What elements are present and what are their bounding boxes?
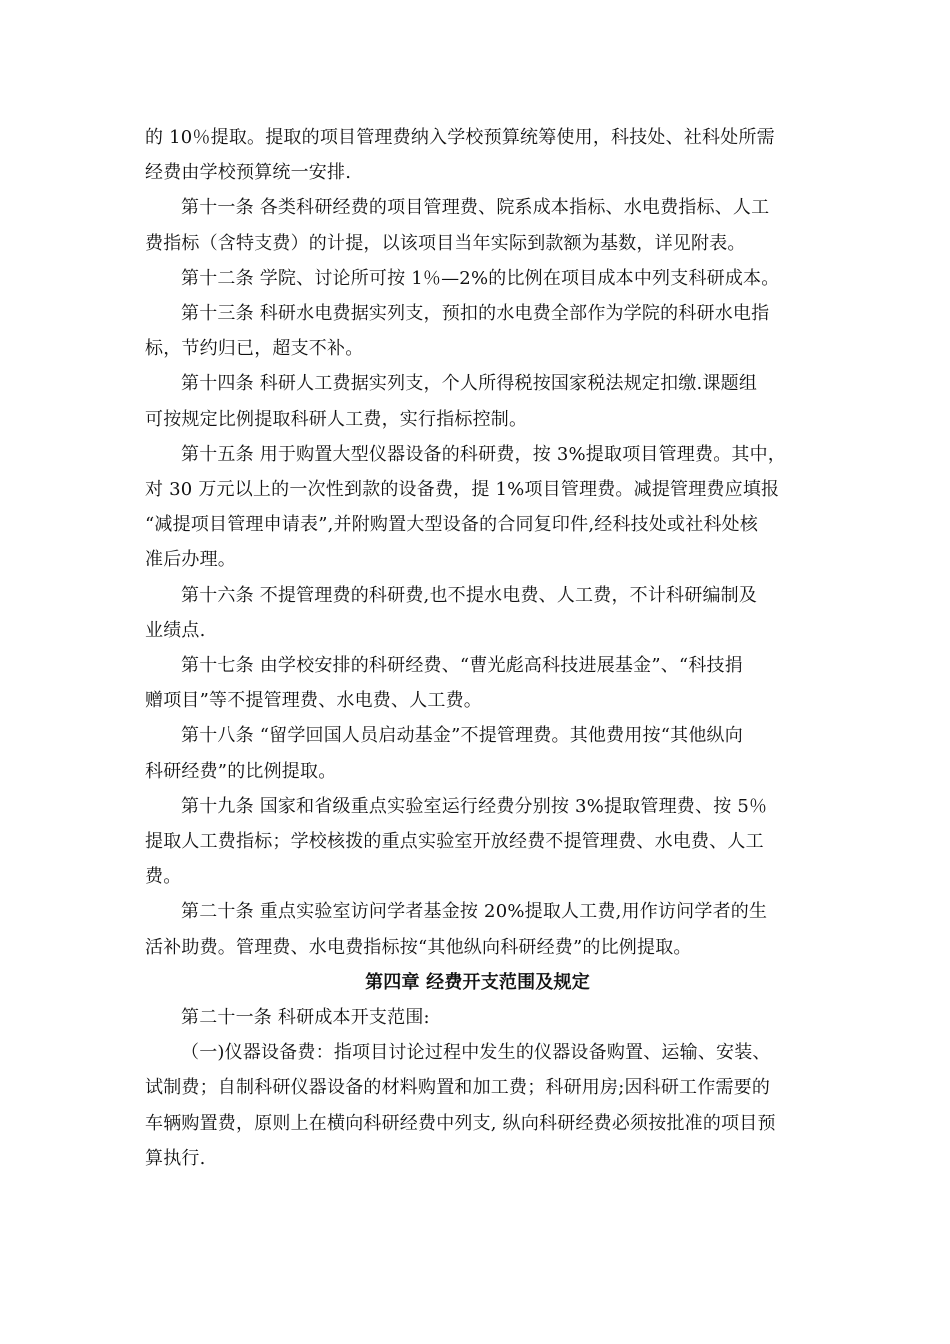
article-14 (145, 366, 810, 436)
article-16 (145, 578, 810, 648)
text-line: 活补助费。管理费、水电费指标按“其他纵向科研经费”的比例提取。 (145, 936, 692, 958)
article-19 (145, 789, 810, 895)
text-line: 科研经费”的比例提取。 (145, 760, 337, 782)
text-line: 可按规定比例提取科研人工费，实行指标控制。 (145, 408, 528, 430)
article-15 (145, 437, 810, 578)
text-line: 赠项目”等不提管理费、水电费、人工费。 (145, 690, 483, 712)
text-line: 车辆购置费，原则上在横向科研经费中列支, 纵向科研经费必须按批准的项目预 (145, 1112, 776, 1134)
text-line: 费。 (145, 866, 182, 888)
text-line: 标，节约归已，超支不补。 (145, 338, 364, 360)
text-line: 费指标（含特支费）的计提，以该项目当年实际到款额为基数，详见附表。 (145, 232, 746, 254)
text-line: 第十八条 “留学回国人员启动基金”不提管理费。其他费用按“其他纵向 (181, 725, 743, 747)
text-line: 算执行. (145, 1147, 206, 1169)
text-line: 对 30 万元以上的一次性到款的设备费，提 1%项目管理费。减提管理费应填报 (145, 479, 780, 501)
text-line: 第十五条 用于购置大型仪器设备的科研费，按 3%提取项目管理费。其中， (181, 443, 786, 465)
text-line: 第十一条 各类科研经费的项目管理费、院系成本指标、水电费指标、人工 (181, 197, 770, 219)
article-11 (145, 190, 810, 260)
clause-1-equipment (145, 1035, 810, 1176)
article-13 (145, 296, 810, 366)
article-18 (145, 718, 810, 788)
document-body (145, 120, 810, 1176)
article-12 (145, 261, 810, 296)
text-line: 第十二条 学院、讨论所可按 1％—2%的比例在项目成本中列支科研成本。 (181, 267, 780, 289)
text-line: 试制费；自制科研仪器设备的材料购置和加工费；科研用房;因科研工作需要的 (145, 1077, 771, 1099)
text-line: “减提项目管理申请表”,并附购置大型设备的合同复印件,经科技处或社科处核 (145, 514, 759, 536)
text-line: 第二十一条 科研成本开支范围: (181, 1007, 430, 1029)
text-line: 第十六条 不提管理费的科研费,也不提水电费、人工费，不计科研编制及 (181, 584, 758, 606)
text-line: 第十九条 国家和省级重点实验室运行经费分别按 3%提取管理费、按 5％ (181, 795, 768, 817)
text-line: 第二十条 重点实验室访问学者基金按 20%提取人工费,用作访问学者的生 (181, 901, 768, 923)
text-line: 经费由学校预算统一安排. (145, 162, 352, 184)
paragraph-continuation (145, 120, 810, 190)
text-line: （一)仪器设备费：指项目讨论过程中发生的仪器设备购置、运输、安装、 (181, 1042, 771, 1064)
text-line: 提取人工费指标；学校核拨的重点实验室开放经费不提管理费、水电费、人工 (145, 831, 764, 853)
chapter-title: 第四章 经费开支范围及规定 (365, 971, 590, 993)
text-line: 的 10％提取。提取的项目管理费纳入学校预算统筹使用，科技处、社科处所需 (145, 127, 775, 148)
text-line: 准后办理。 (145, 549, 236, 571)
text-line: 第十四条 科研人工费据实列支，个人所得税按国家税法规定扣缴.课题组 (181, 373, 758, 395)
text-line: 第十三条 科研水电费据实列支，预扣的水电费全部作为学院的科研水电指 (181, 303, 770, 325)
text-line: 第十七条 由学校安排的科研经费、“曹光彪高科技进展基金”、“科技捐 (181, 655, 743, 677)
article-21 (145, 1000, 810, 1035)
article-20 (145, 894, 810, 964)
text-line: 业绩点. (145, 619, 206, 641)
article-17 (145, 648, 810, 718)
